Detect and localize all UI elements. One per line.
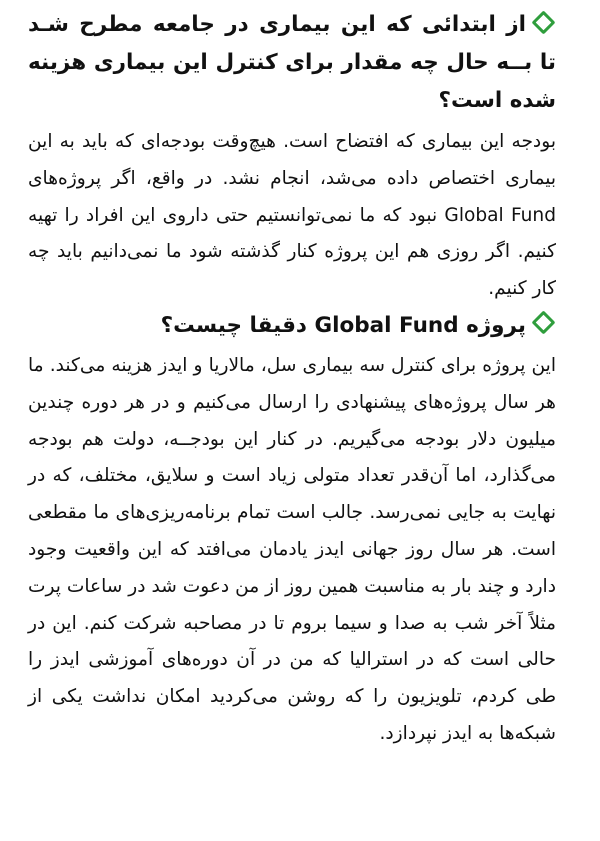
- diamond-bullet-icon: [531, 10, 555, 34]
- diamond-bullet-icon: [531, 311, 555, 335]
- answer-1: بودجه این بیماری که افتضاح است. هیچ‌وقت بودجه‌ای که باید به این بیماری اختصاص داده می‌شد، انجام نشد. در واقع، اگر پروژه‌های Global Fund نبود که ما نمی‌توانستیم حتی داروی این افراد را تهیه کنیم. اگر روزی هم این پروژه کنار گذشته شود ما نمی‌دانیم باید چه کار کنیم.: [28, 131, 556, 300]
- question-1: [28, 0, 556, 120]
- answer-2: این پروژه برای کنترل سه بیماری سل، مالاریا و ایدز هزینه می‌کند. ما هر سال پروژه‌های پیشنهادی را ارسال می‌کنیم و در هر دوره چندین میلیون دلار بودجه می‌گیریم. در کنار این بودجــه، دولت هم بودجه می‌گذارد، اما آن‌قدر تعداد متولی زیاد است و سلایق، مختلف، که در نهایت به جایی نمی‌رسد. جالب است تمام برنامه‌ریزی‌های ما مقطعی است. هر سال روز جهانی ایدز یادمان می‌افتد که این واقعیت وجود دارد و چند بار به مناسبت همین روز از من دعوت شد در ساعات پرت مثلاً آخر شب به صدا و سیما بروم تا در مصاحبه شرکت کنم. این در حالی است که در استرالیا که من در آن دوره‌های آموزشی ایدز را طی کردم، تلویزیون را که روشن می‌کردید امکان نداشت یکی از شبکه‌ها به ایدز نپردازد.: [28, 354, 556, 744]
- question-1-text: از ابتدائی که این بیماری در جامعه مطرح شـد تا بــه حال چه مقدار برای کنترل این بیماری هزینه شده است؟: [28, 12, 556, 113]
- article-column: [28, 0, 556, 753]
- question-2-text: پروژه Global Fund دقیقا چیست؟: [160, 312, 526, 338]
- question-2: [28, 308, 556, 344]
